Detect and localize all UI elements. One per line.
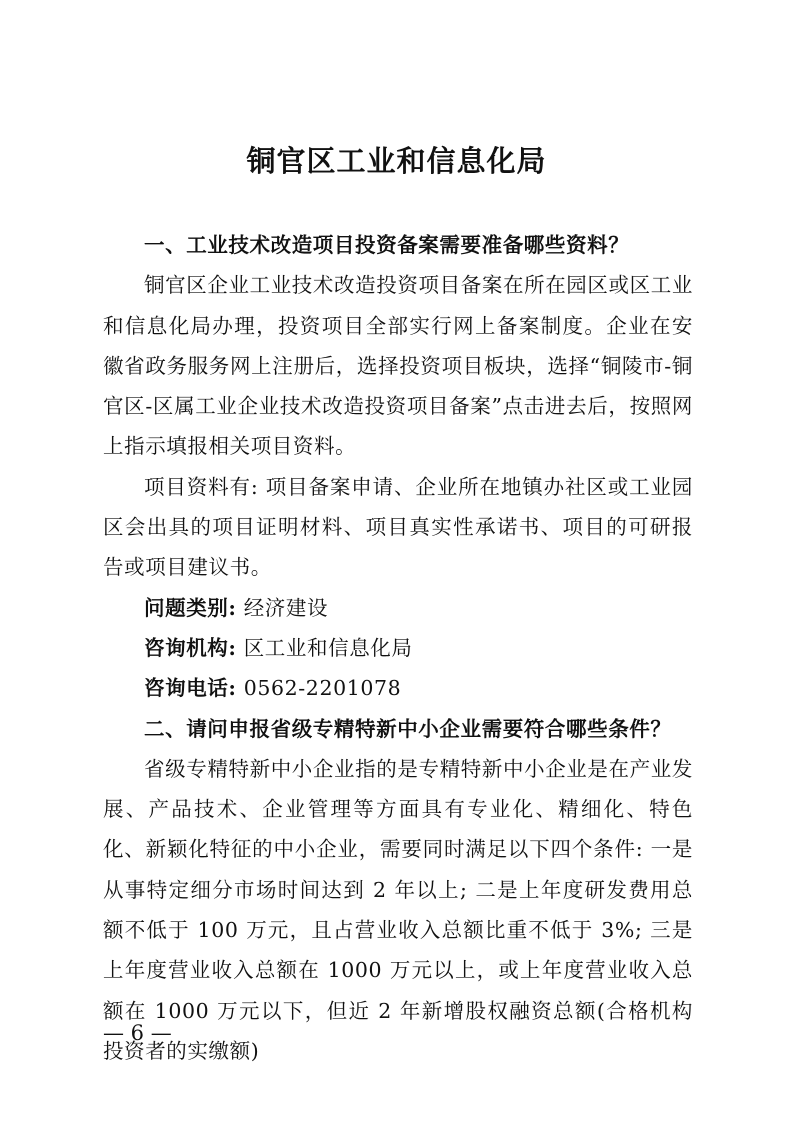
phone-label: 咨询电话: — [144, 676, 237, 701]
page-number: — 6 — — [103, 1021, 172, 1045]
agency-label: 咨询机构: — [144, 635, 237, 660]
question-2-heading: 二、请问申报省级专精特新中小企业需要符合哪些条件？ — [144, 716, 672, 741]
question-1-heading: 一、工业技术改造项目投资备案需要准备哪些资料？ — [144, 233, 630, 257]
category-label: 问题类别: — [144, 595, 237, 620]
document-body — [103, 225, 693, 1071]
phone-value: 0562-2201078 — [243, 676, 402, 701]
question-1-paragraph-2: 项目资料有: 项目备案申请、企业所在地镇办社区或工业园区会出具的项目证明材料、项目真实性承诺书、项目的可研报告或项目建议书。 — [103, 474, 693, 580]
agency-value: 区工业和信息化局 — [243, 635, 413, 660]
question-2-paragraph-1: 省级专精特新中小企业指的是专精特新中小企业是在产业发展、产品技术、企业管理等方面具有专业化、精细化、特色化、新颖化特征的中小企业，需要同时满足以下四个条件: 一是从事特定细分市场时间达到 2 年以上; 二是上年度研发费用总额不低于 100 万元，且占营业收入总额比重不低于 3%; 三是上年度营业收入总额在 1000 万元以上，或上年度营业收入总额在 1000 万元以下，但近 2 年新增股权融资总额(合格机构投资者的实缴额) — [103, 756, 693, 1063]
category-value: 经济建设 — [243, 595, 329, 620]
question-1-paragraph-1: 铜官区企业工业技术改造投资项目备案在所在园区或区工业和信息化局办理，投资项目全部实行网上备案制度。企业在安徽省政务服务网上注册后，选择投资项目板块，选择“铜陵市-铜官区-区属工业企业技术改造投资项目备案”点击进去后，按照网上指示填报相关项目资料。 — [103, 273, 693, 459]
question-1-category — [103, 588, 693, 628]
question-1-agency — [103, 628, 693, 668]
page-title: 铜官区工业和信息化局 — [246, 144, 547, 178]
question-1-phone — [103, 668, 693, 708]
